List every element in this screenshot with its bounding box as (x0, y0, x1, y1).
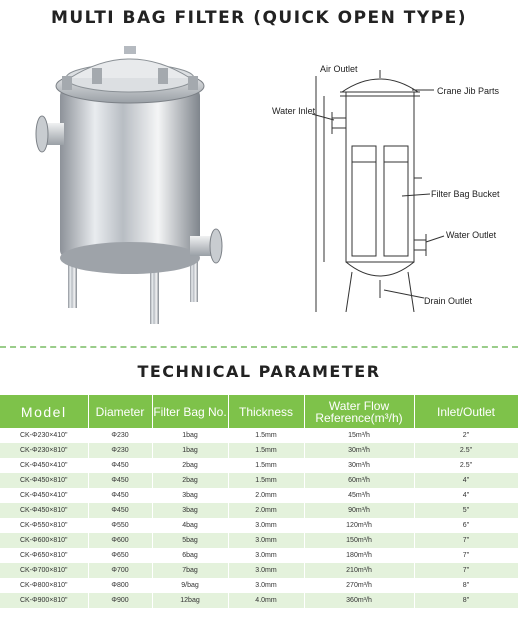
table-row (0, 548, 518, 563)
cell-model: CK-Φ550×810" (0, 518, 88, 533)
cell-flow: 120m³/h (304, 518, 414, 533)
cell-diameter: Φ450 (88, 473, 152, 488)
cell-diameter: Φ450 (88, 503, 152, 518)
cell-model: CK-Φ230×410" (0, 428, 88, 443)
cell-flow: 360m³/h (304, 593, 414, 608)
cell-io: 2.5" (414, 458, 518, 473)
cell-flow: 270m³/h (304, 578, 414, 593)
cell-bags: 6bag (152, 548, 228, 563)
cell-io: 4" (414, 488, 518, 503)
cell-flow: 60m³/h (304, 473, 414, 488)
cell-model: CK-Φ450×410" (0, 488, 88, 503)
water-outlet-label: Water Outlet (446, 230, 497, 240)
cell-io: 8" (414, 578, 518, 593)
cell-bags: 1bag (152, 443, 228, 458)
cell-bags: 3bag (152, 503, 228, 518)
cell-bags: 2bag (152, 473, 228, 488)
cell-thickness: 1.5mm (228, 458, 304, 473)
cell-diameter: Φ230 (88, 428, 152, 443)
table-row (0, 578, 518, 593)
cell-flow: 15m³/h (304, 428, 414, 443)
table-row (0, 488, 518, 503)
cell-bags: 7bag (152, 563, 228, 578)
water-flow-line-1: Water Flow (328, 398, 390, 413)
cell-model: CK-Φ800×810" (0, 578, 88, 593)
cell-io: 7" (414, 548, 518, 563)
cell-model: CK-Φ900×810" (0, 593, 88, 608)
cell-model: CK-Φ650×810" (0, 548, 88, 563)
cell-bags: 5bag (152, 533, 228, 548)
cell-io: 2" (414, 428, 518, 443)
cell-diameter: Φ450 (88, 488, 152, 503)
col-header-diameter: Diameter (88, 395, 152, 428)
table-row (0, 473, 518, 488)
cell-thickness: 1.5mm (228, 473, 304, 488)
cell-diameter: Φ550 (88, 518, 152, 533)
air-outlet-label: Air Outlet (320, 64, 358, 74)
cell-flow: 45m³/h (304, 488, 414, 503)
bag-filter-diagram (262, 62, 512, 312)
cell-model: CK-Φ700×810" (0, 563, 88, 578)
cell-thickness: 1.5mm (228, 443, 304, 458)
water-inlet-label: Water Inlet (272, 106, 316, 116)
table-row (0, 593, 518, 608)
cell-bags: 3bag (152, 488, 228, 503)
cell-diameter: Φ900 (88, 593, 152, 608)
cell-diameter: Φ800 (88, 578, 152, 593)
cell-thickness: 3.0mm (228, 518, 304, 533)
cell-io: 8" (414, 593, 518, 608)
table-row (0, 428, 518, 443)
cell-thickness: 4.0mm (228, 593, 304, 608)
cell-model: CK-Φ230×810" (0, 443, 88, 458)
section-divider (0, 346, 518, 348)
cell-io: 6" (414, 518, 518, 533)
cell-bags: 1bag (152, 428, 228, 443)
cell-flow: 30m³/h (304, 443, 414, 458)
cell-io: 7" (414, 533, 518, 548)
cell-io: 5" (414, 503, 518, 518)
cell-bags: 9/bag (152, 578, 228, 593)
crane-jib-label: Crane Jib Parts (437, 86, 500, 96)
table-row (0, 518, 518, 533)
cell-thickness: 3.0mm (228, 533, 304, 548)
col-header-filter-bag-no: Filter Bag No. (152, 395, 228, 428)
cell-bags: 2bag (152, 458, 228, 473)
drain-outlet-label: Drain Outlet (424, 296, 473, 306)
table-row (0, 533, 518, 548)
cell-thickness: 3.0mm (228, 548, 304, 563)
cell-bags: 12bag (152, 593, 228, 608)
table-row (0, 443, 518, 458)
cell-model: CK-Φ450×410" (0, 458, 88, 473)
cell-diameter: Φ230 (88, 443, 152, 458)
cell-flow: 30m³/h (304, 458, 414, 473)
water-flow-line-2: Reference(m³/h) (315, 410, 403, 425)
cell-io: 4" (414, 473, 518, 488)
cell-diameter: Φ650 (88, 548, 152, 563)
col-header-inlet-outlet: Inlet/Outlet (414, 395, 518, 428)
cell-diameter: Φ700 (88, 563, 152, 578)
cell-flow: 150m³/h (304, 533, 414, 548)
cell-diameter: Φ600 (88, 533, 152, 548)
page-title: MULTI BAG FILTER (QUICK OPEN TYPE) (50, 8, 468, 28)
table-header-row (0, 395, 518, 428)
cell-thickness: 2.0mm (228, 503, 304, 518)
cell-thickness: 3.0mm (228, 578, 304, 593)
cell-thickness: 3.0mm (228, 563, 304, 578)
col-header-model: Model (0, 395, 88, 428)
cell-diameter: Φ450 (88, 458, 152, 473)
cell-model: CK-Φ450×810" (0, 503, 88, 518)
bag-filter-photo (30, 38, 230, 334)
cell-flow: 210m³/h (304, 563, 414, 578)
cell-model: CK-Φ600×810" (0, 533, 88, 548)
technical-parameter-title: TECHNICAL PARAMETER (137, 362, 381, 381)
col-header-water-flow (304, 395, 414, 428)
cell-model: CK-Φ450×810" (0, 473, 88, 488)
table-row (0, 503, 518, 518)
filter-bag-bucket-label: Filter Bag Bucket (431, 189, 500, 199)
parameter-table (0, 395, 518, 608)
cell-bags: 4bag (152, 518, 228, 533)
col-header-thickness: Thickness (228, 395, 304, 428)
cell-flow: 180m³/h (304, 548, 414, 563)
cell-io: 7" (414, 563, 518, 578)
cell-io: 2.5" (414, 443, 518, 458)
cell-flow: 90m³/h (304, 503, 414, 518)
cell-thickness: 1.5mm (228, 428, 304, 443)
cell-thickness: 2.0mm (228, 488, 304, 503)
table-row (0, 458, 518, 473)
table-row (0, 563, 518, 578)
